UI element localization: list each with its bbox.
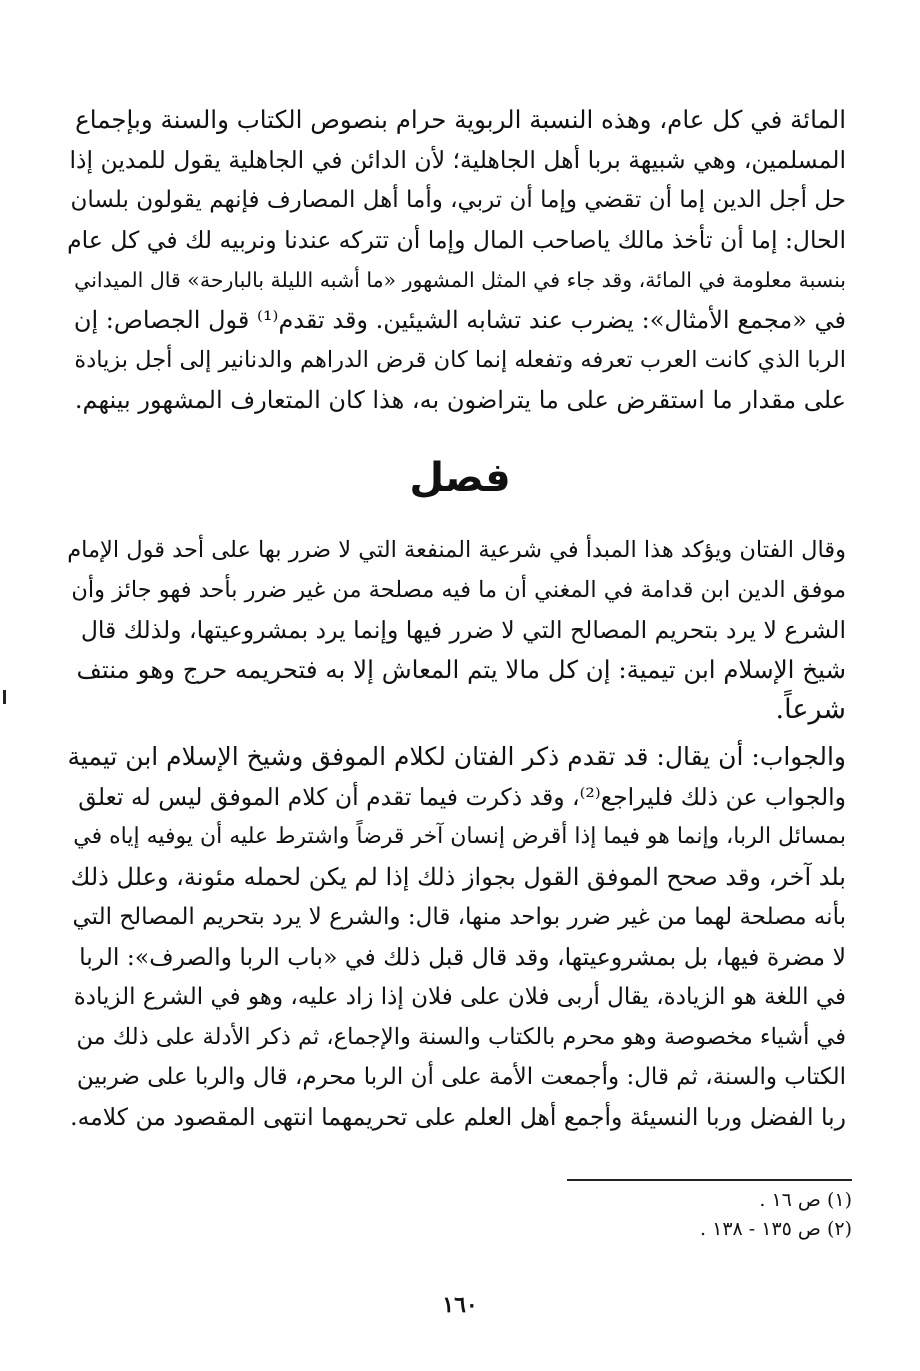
text-line: حل أجل الدين إما أن تقضي وإما أن تربي، وأما أهل المصارف فإنهم يقولون بلسان [70, 187, 846, 213]
text-line: المائة في كل عام، وهذه النسبة الربوية حرام بنصوص الكتاب والسنة وبإجماع [75, 105, 846, 134]
text-line: بمسائل الربا، وإنما هو فيما إذا أقرض إنسان آخر قرضاً واشترط عليه أن يوفيه إياه في [73, 824, 846, 849]
text-line: شيخ الإسلام ابن تيمية: إن كل مالا يتم المعاش إلا به فتحريمه حرج وهو منتف [76, 655, 846, 684]
text-line: الشرع لا يرد بتحريم المصالح التي لا ضرر فيها وإنما يرد بمشروعيتها، ولذلك قال [80, 616, 846, 644]
text-line: ربا الفضل وربا النسيئة وأجمع أهل العلم على تحريمهما انتهى المقصود من كلامه. [70, 1103, 846, 1131]
text-line: بلد آخر، وقد صحح الموفق القول بجواز ذلك إذا لم يكن لحمله مئونة، وعلل ذلك [70, 863, 846, 891]
text-line: المسلمين، وهي شبيهة بربا أهل الجاهلية؛ لأن الدائن في الجاهلية يقول للمدين إذا [69, 146, 846, 174]
text-line: بأنه مصلحة لهما من غير ضرر بواحد منها، قال: والشرع لا يرد بتحريم المصالح التي [72, 904, 846, 930]
text-line: في «مجمع الأمثال»: يضرب عند تشابه الشيئين. وقد تقدم⁽¹⁾ قول الجصاص: إن [73, 306, 846, 334]
text-line: والجواب عن ذلك فليراجع⁽²⁾، وقد ذكرت فيما تقدم أن كلام الموفق ليس له تعلق [78, 783, 846, 811]
page-number: ١٦٠ [442, 1292, 478, 1318]
paragraph-riba-banks [66, 100, 846, 420]
text-line: الربا الذي كانت العرب تعرفه وتفعله إنما كان قرض الدراهم والدنانير إلى أجل بزيادة [74, 347, 846, 373]
section-heading: فصل [409, 455, 511, 501]
text-line: شرعاً. [775, 694, 846, 725]
paragraph-fattan-claim [66, 530, 846, 730]
footnotes [352, 1186, 852, 1244]
text-line: في اللغة هو الزيادة، يقال أربى فلان على فلان إذا زاد عليه، وهو في الشرع الزيادة [73, 984, 846, 1010]
text-line: وقال الفتان ويؤكد هذا المبدأ في شرعية المنفعة التي لا ضرر بها على أحد قول الإمام [67, 537, 846, 563]
text-line: الكتاب والسنة، ثم قال: وأجمعت الأمة على أن الربا محرم، قال والربا على ضربين [76, 1064, 846, 1090]
paragraph-answer [66, 737, 846, 1137]
text-line: في أشياء مخصوصة وهو محرم بالكتاب والسنة والإجماع، ثم ذكر الأدلة على ذلك من [76, 1024, 846, 1050]
text-line: الحال: إما أن تأخذ مالك ياصاحب المال وإما أن تتركه عندنا ونربيه لك في كل عام [67, 226, 846, 254]
text-line: والجواب: أن يقال: قد تقدم ذكر الفتان لكلام الموفق وشيخ الإسلام ابن تيمية [67, 742, 846, 771]
text-line: على مقدار ما استقرض على ما يتراضون به، هذا كان المتعارف المشهور بينهم. [74, 386, 846, 414]
text-line: موفق الدين ابن قدامة في المغني أن ما فيه مصلحة من غير ضرر بأحد فهو جائز وأن [71, 577, 846, 603]
footnote-2: (٢) ص ١٣٥ - ١٣٨ . [700, 1218, 852, 1240]
text-line: بنسبة معلومة في المائة، وقد جاء في المثل المشهور «ما أشبه الليلة بالبارحة» قال الميداني [74, 268, 846, 292]
footnote-1: (١) ص ١٦ . [759, 1189, 852, 1211]
page-edge-mark [3, 690, 6, 704]
footnote-divider [567, 1179, 852, 1181]
text-line: لا مضرة فيها، بل بمشروعيتها، وقد قال قبل ذلك في «باب الربا والصرف»: الربا [79, 943, 846, 971]
